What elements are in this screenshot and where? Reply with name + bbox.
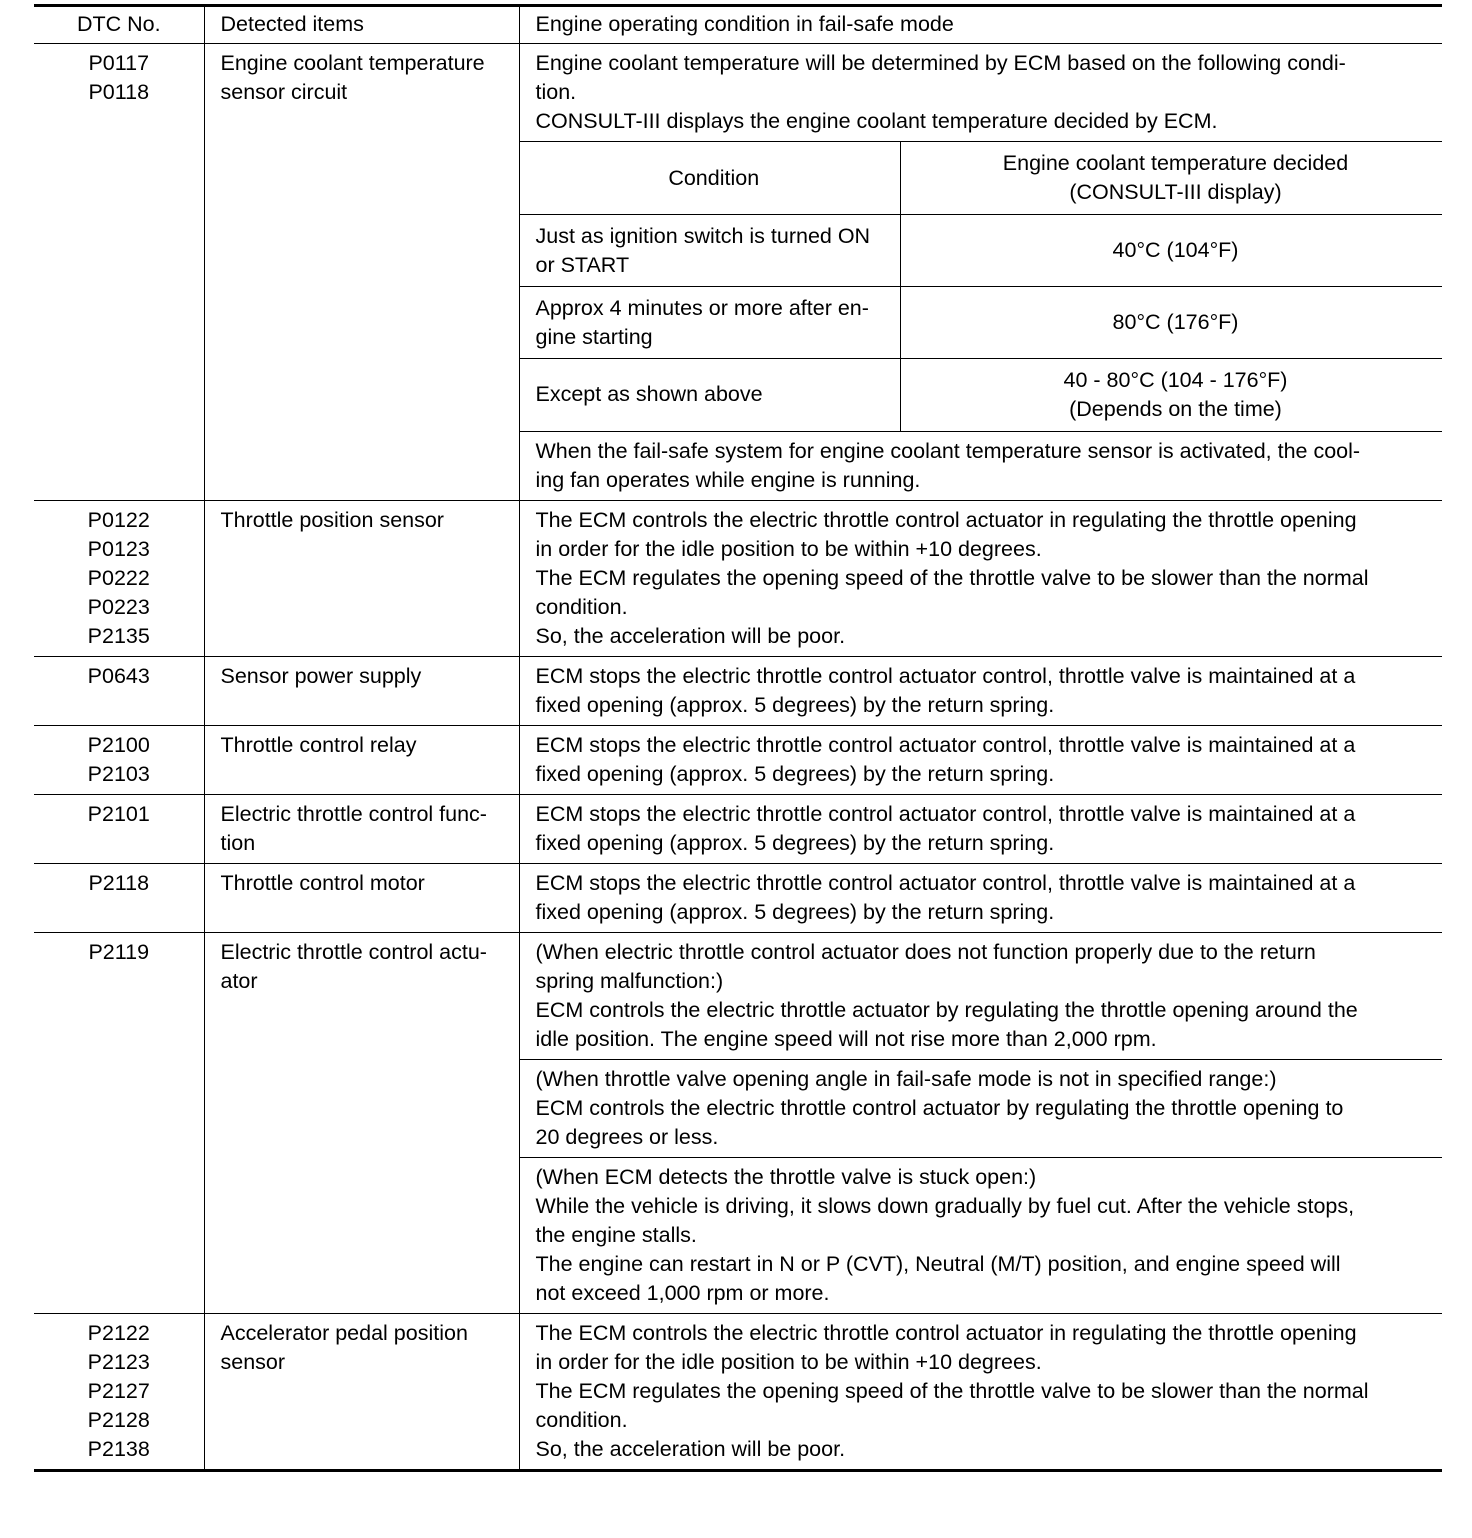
dtc-cell — [34, 932, 204, 1313]
condition-text: ECM stops the electric throttle control actuator control, throttle valve is maintained at a — [535, 870, 1356, 895]
condition-text: 20 degrees or less. — [535, 1124, 719, 1149]
detected-item-text: Sensor power supply — [220, 663, 422, 688]
condition-text: fixed opening (approx. 5 degrees) by the return spring. — [535, 830, 1055, 855]
detected-item-text: Throttle position sensor — [220, 507, 444, 532]
condition-text: ECM stops the electric throttle control actuator control, throttle valve is maintained at a — [535, 663, 1356, 688]
table-row — [34, 863, 1442, 932]
condition-text: not exceed 1,000 rpm or more. — [535, 1280, 830, 1305]
dtc-cell — [34, 500, 204, 656]
condition-block — [520, 1059, 1443, 1157]
dtc-code: P0123 — [87, 536, 150, 561]
condition-text: (When ECM detects the throttle valve is stuck open:) — [535, 1164, 1037, 1189]
condition-text: ing fan operates while engine is running. — [535, 467, 921, 492]
subtable-header-temperature — [901, 142, 1443, 215]
dtc-code: P0118 — [88, 80, 150, 104]
condition-text: in order for the idle position to be within +10 degrees. — [535, 1349, 1042, 1374]
detected-item-text: sensor — [220, 1349, 286, 1374]
dtc-code: P2119 — [88, 939, 150, 964]
dtc-code: P2103 — [87, 761, 150, 786]
condition-text: (When throttle valve opening angle in fail-safe mode is not in specified range:) — [535, 1066, 1277, 1091]
condition-text: CONSULT-III displays the engine coolant temperature decided by ECM. — [535, 109, 1218, 133]
condition-text: spring malfunction:) — [535, 968, 724, 993]
coolant-temperature-subtable — [520, 141, 1443, 431]
condition-text: fixed opening (approx. 5 degrees) by the return spring. — [535, 899, 1055, 924]
condition-block — [520, 933, 1443, 1059]
subtable-header-condition: Condition — [520, 142, 901, 215]
dtc-code: P2135 — [87, 623, 150, 648]
subtable-temperature-text: (Depends on the time) — [1069, 396, 1282, 421]
dtc-code: P2118 — [88, 870, 150, 895]
subtable-row — [520, 215, 1443, 287]
table-row — [34, 500, 1442, 656]
dtc-cell — [34, 863, 204, 932]
dtc-code: P2138 — [87, 1436, 150, 1461]
dtc-cell — [34, 656, 204, 725]
condition-intro — [520, 44, 1443, 141]
condition-text: So, the acceleration will be poor. — [535, 1436, 846, 1461]
subtable-temperature — [901, 359, 1443, 431]
subtable-temperature — [901, 287, 1443, 359]
subtable-condition-text: Except as shown above — [535, 382, 763, 407]
condition-text: condition. — [535, 594, 628, 619]
condition-text: The ECM controls the electric throttle control actuator in regulating the throttle opening — [535, 1320, 1357, 1345]
subtable-header-row — [520, 142, 1443, 215]
condition-text: The ECM regulates the opening speed of the throttle valve to be slower than the normal — [535, 1378, 1369, 1403]
condition-text: (When electric throttle control actuator does not function properly due to the return — [535, 939, 1316, 964]
subtable-condition-text: Just as ignition switch is turned ON — [535, 223, 871, 248]
condition-cell — [519, 725, 1442, 794]
detected-item-cell — [204, 500, 519, 656]
detected-item-cell — [204, 1313, 519, 1470]
condition-text: While the vehicle is driving, it slows down gradually by fuel cut. After the vehicle stops, — [535, 1193, 1355, 1218]
dtc-code: P0223 — [87, 594, 150, 619]
condition-text: ECM stops the electric throttle control actuator control, throttle valve is maintained at a — [535, 732, 1356, 757]
subtable-row — [520, 359, 1443, 431]
table-row — [34, 44, 1442, 501]
dtc-code: P2127 — [87, 1378, 150, 1403]
condition-text: ECM stops the electric throttle control actuator control, throttle valve is maintained at a — [535, 801, 1356, 826]
dtc-code: P2122 — [87, 1320, 150, 1345]
detected-item-cell — [204, 863, 519, 932]
condition-text: fixed opening (approx. 5 degrees) by the return spring. — [535, 761, 1055, 786]
dtc-code: P2128 — [87, 1407, 150, 1432]
header-row — [34, 6, 1442, 44]
subtable-header-text: Engine coolant temperature decided — [1002, 151, 1349, 175]
subtable-condition-text: Approx 4 minutes or more after en- — [535, 295, 869, 320]
subtable-temperature-text: 80°C (176°F) — [1112, 310, 1239, 334]
dtc-cell — [34, 725, 204, 794]
header-detected-items: Detected items — [204, 6, 519, 44]
detected-item-text: Accelerator pedal position — [220, 1320, 468, 1345]
fail-safe-table — [34, 4, 1442, 1472]
detected-item-cell — [204, 932, 519, 1313]
dtc-code: P0117 — [88, 51, 150, 75]
detected-item-text: Electric throttle control func- — [220, 801, 487, 826]
condition-cell — [519, 863, 1442, 932]
condition-cell — [519, 932, 1442, 1313]
dtc-cell — [34, 44, 204, 501]
detected-item-cell — [204, 44, 519, 501]
condition-text: idle position. The engine speed will not rise more than 2,000 rpm. — [535, 1026, 1157, 1051]
subtable-row — [520, 287, 1443, 359]
detected-item-cell — [204, 656, 519, 725]
subtable-temperature-text: 40 - 80°C (104 - 176°F) — [1063, 367, 1288, 392]
condition-text: tion. — [535, 80, 577, 104]
detected-item-cell — [204, 725, 519, 794]
dtc-code: P2101 — [87, 801, 150, 826]
condition-text: fixed opening (approx. 5 degrees) by the return spring. — [535, 692, 1055, 717]
table-row — [34, 932, 1442, 1313]
condition-note — [520, 431, 1443, 500]
detected-item-text: Electric throttle control actu- — [220, 939, 487, 964]
subtable-condition — [520, 215, 901, 287]
condition-cell — [519, 44, 1442, 501]
condition-text: condition. — [535, 1407, 628, 1432]
condition-cell — [519, 794, 1442, 863]
condition-text: The ECM controls the electric throttle control actuator in regulating the throttle opening — [535, 507, 1357, 532]
detected-item-text: tion — [220, 830, 256, 855]
subtable-header-text: (CONSULT-III display) — [1069, 180, 1282, 204]
condition-text: the engine stalls. — [535, 1222, 697, 1247]
table-body — [34, 6, 1442, 1471]
subtable-temperature-text: 40°C (104°F) — [1112, 238, 1239, 262]
dtc-code: P0643 — [87, 663, 150, 688]
table-row — [34, 1313, 1442, 1470]
header-dtc-no: DTC No. — [34, 6, 204, 44]
condition-text: Engine coolant temperature will be determined by ECM based on the following condi- — [535, 51, 1346, 75]
condition-text: When the fail-safe system for engine coolant temperature sensor is activated, the cool- — [535, 438, 1361, 463]
detected-item-text: Throttle control motor — [220, 870, 425, 895]
detected-item-cell — [204, 794, 519, 863]
dtc-code: P0122 — [87, 507, 150, 532]
subtable-condition — [520, 359, 901, 431]
dtc-cell — [34, 1313, 204, 1470]
condition-text: The engine can restart in N or P (CVT), Neutral (M/T) position, and engine speed will — [535, 1251, 1341, 1276]
subtable-condition — [520, 287, 901, 359]
table-row — [34, 794, 1442, 863]
table-row — [34, 656, 1442, 725]
condition-text: The ECM regulates the opening speed of the throttle valve to be slower than the normal — [535, 565, 1369, 590]
condition-cell — [519, 656, 1442, 725]
condition-text: ECM controls the electric throttle actuator by regulating the throttle opening around the — [535, 997, 1358, 1022]
dtc-code: P0222 — [87, 565, 150, 590]
dtc-code: P2123 — [87, 1349, 150, 1374]
header-engine-condition: Engine operating condition in fail-safe mode — [519, 6, 1442, 44]
dtc-code: P2100 — [87, 732, 150, 757]
condition-block — [520, 1157, 1443, 1313]
condition-text: in order for the idle position to be within +10 degrees. — [535, 536, 1042, 561]
detected-item-text: Throttle control relay — [220, 732, 417, 757]
detected-item-text: sensor circuit — [220, 80, 348, 104]
condition-cell — [519, 1313, 1442, 1470]
subtable-condition-text: or START — [535, 252, 630, 277]
condition-text: ECM controls the electric throttle control actuator by regulating the throttle opening to — [535, 1095, 1344, 1120]
subtable-condition-text: gine starting — [535, 324, 653, 349]
subtable-temperature — [901, 215, 1443, 287]
condition-text: So, the acceleration will be poor. — [535, 623, 846, 648]
table-row — [34, 725, 1442, 794]
condition-cell — [519, 500, 1442, 656]
detected-item-text: ator — [220, 968, 258, 993]
dtc-cell — [34, 794, 204, 863]
detected-item-text: Engine coolant temperature — [220, 51, 485, 75]
